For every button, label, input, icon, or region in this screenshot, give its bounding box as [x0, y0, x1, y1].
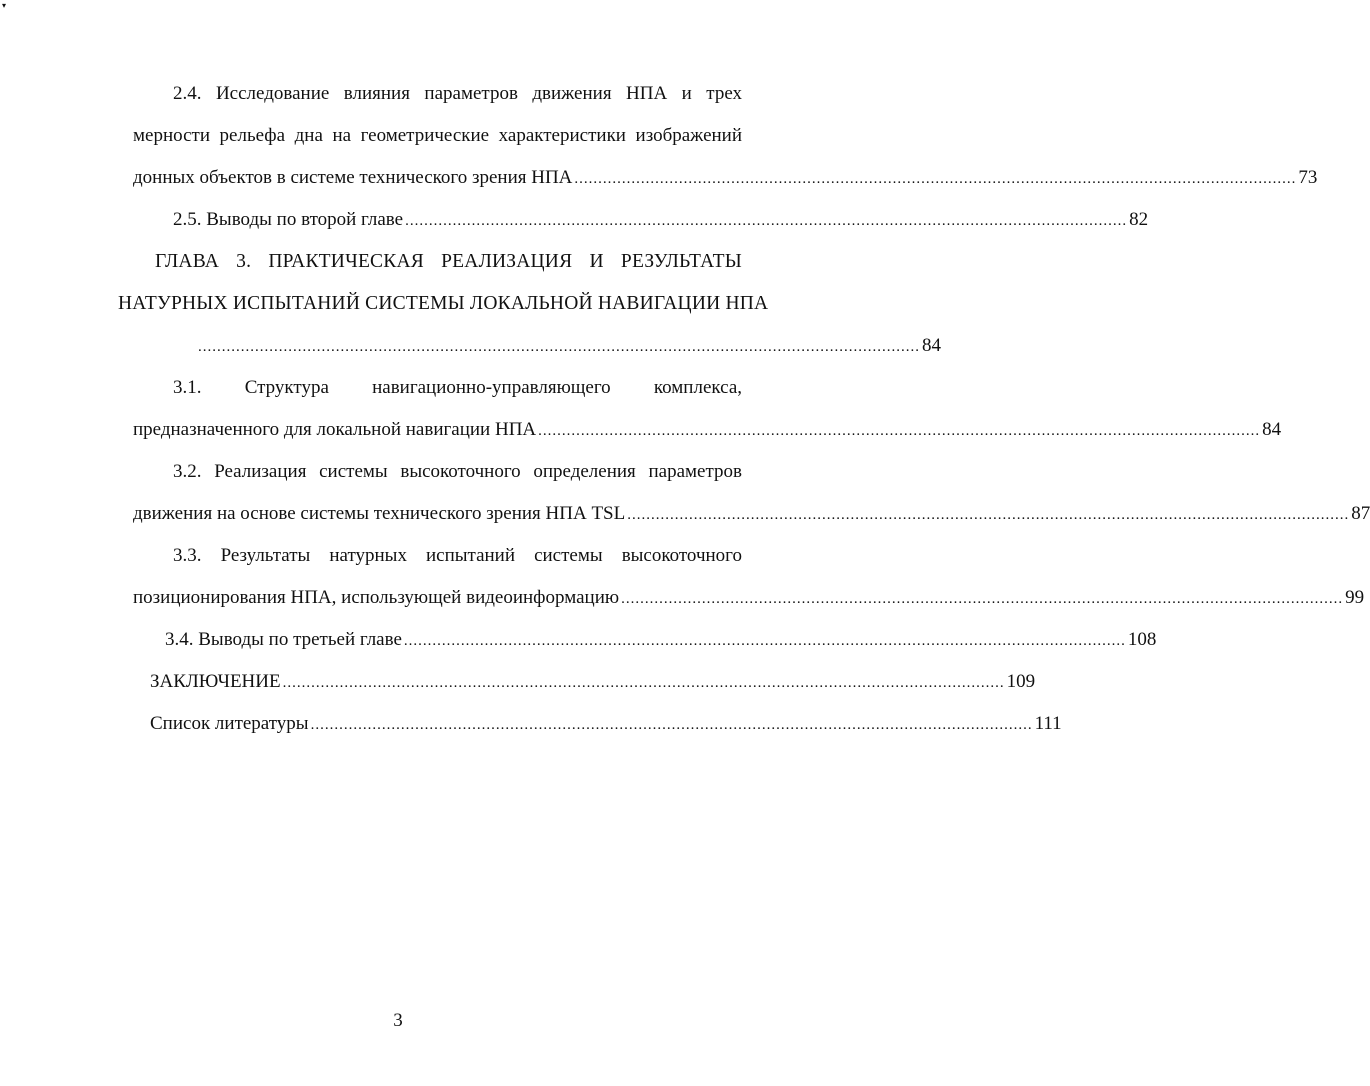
toc-entry-conclusion [150, 670, 1036, 694]
toc-entry-3-3-line-1: 3.3. Результаты натурных испытаний системы высокоточного [173, 545, 742, 566]
toc-entry-2-4-text: донных объектов в системе технического зрения НПА [133, 167, 573, 188]
toc-entry-conclusion-text: ЗАКЛЮЧЕНИЕ [150, 671, 281, 692]
leader-dots: ........................................................................................................................................................ [198, 339, 920, 355]
toc-entry-2-4-line-3 [133, 166, 1318, 190]
toc-entry-3-3-text: позиционирования НПА, использующей видеоинформацию [133, 587, 620, 608]
toc-chapter-3-line-1: ГЛАВА 3. ПРАКТИЧЕСКАЯ РЕАЛИЗАЦИЯ И РЕЗУЛЬТАТЫ [155, 251, 742, 272]
leader-dots: ........................................................................................................................................................ [403, 633, 1126, 649]
toc-entry-3-4-text: 3.4. Выводы по третьей главе [165, 629, 402, 650]
toc-chapter-3-page: 84 [922, 335, 941, 356]
toc-entry-3-1-page: 84 [1262, 419, 1282, 440]
leader-dots: ........................................................................................................................................................ [621, 591, 1344, 607]
toc-entry-3-2-line-2 [133, 502, 1370, 526]
toc-entry-2-5-text: 2.5. Выводы по второй главе [173, 209, 404, 230]
toc-entry-3-2-page: 87 [1351, 503, 1370, 524]
toc-entry-2-5-page: 82 [1129, 209, 1149, 230]
toc-entry-conclusion-page: 109 [1006, 671, 1036, 692]
toc-entry-3-1-line-2 [133, 418, 1282, 442]
toc-entry-2-4-line-2: мерности рельефа дна на геометрические характеристики изображений [133, 125, 742, 146]
toc-chapter-3-line-2: НАТУРНЫХ ИСПЫТАНИЙ СИСТЕМЫ ЛОКАЛЬНОЙ НАВИГАЦИИ НПА [118, 293, 769, 314]
toc-entry-3-2-line-1: 3.2. Реализация системы высокоточного определения параметров [173, 461, 742, 482]
toc-chapter-3-leader [198, 334, 941, 358]
toc-entry-references [150, 712, 1062, 736]
toc-entry-3-4-page: 108 [1127, 629, 1157, 650]
toc-entry-2-4-page: 73 [1298, 167, 1318, 188]
toc-entry-3-3-line-2 [133, 586, 1365, 610]
toc-entry-2-4-line-1: 2.4. Исследование влияния параметров движения НПА и трех [173, 83, 742, 104]
toc-entry-3-4 [165, 628, 1157, 652]
leader-dots: ........................................................................................................................................................ [627, 507, 1350, 523]
page-number: 3 [393, 1010, 403, 1031]
toc-entry-2-5 [173, 208, 1149, 232]
toc-entry-references-page: 111 [1034, 713, 1062, 734]
leader-dots: ........................................................................................................................................................ [538, 423, 1261, 439]
leader-dots: ........................................................................................................................................................ [282, 675, 1005, 691]
toc-entry-3-3-page: 99 [1345, 587, 1365, 608]
toc-entry-references-text: Список литературы [150, 713, 309, 734]
leader-dots: ........................................................................................................................................................ [310, 717, 1033, 733]
toc-entry-3-2-text: движения на основе системы технического зрения НПА TSL [133, 503, 626, 524]
toc-entry-3-1-text: предназначенного для локальной навигации НПА [133, 419, 537, 440]
corner-mark: ▾ [2, 1, 7, 10]
leader-dots: ........................................................................................................................................................ [574, 171, 1297, 187]
toc-entry-3-1-line-1: 3.1. Структура навигационно-управляющего комплекса, [173, 377, 742, 398]
leader-dots: ........................................................................................................................................................ [405, 213, 1128, 229]
